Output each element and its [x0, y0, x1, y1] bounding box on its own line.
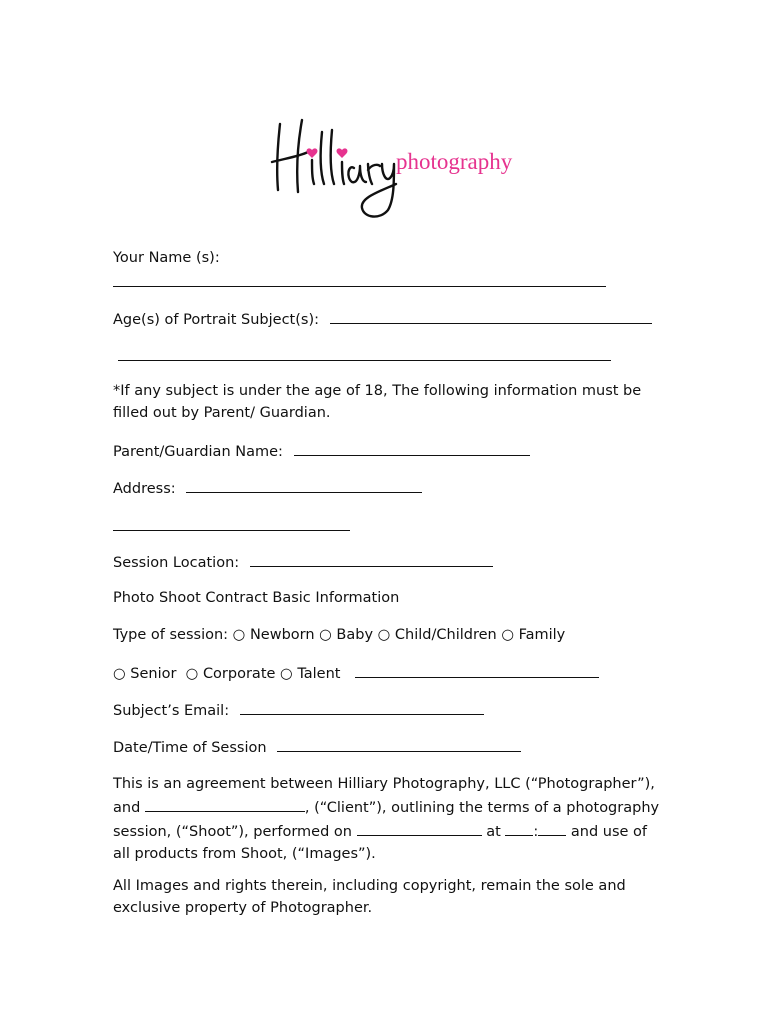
datetime-label: Date/Time of Session	[113, 740, 267, 756]
radio-child-icon[interactable]: ○	[377, 627, 391, 643]
option-child-children[interactable]: ○ Child/Children	[377, 627, 497, 643]
age-field[interactable]	[330, 307, 652, 324]
ownership-paragraph: All Images and rights therein, including copyright, remain the sole and exclusive property of Photographer.	[113, 878, 626, 916]
session-type-row-2	[113, 661, 599, 685]
agreement-text-2: , (“Client”), outlining the terms of a photography session, (“Shoot”), performed on	[113, 800, 660, 840]
logo-photography-text: photography	[396, 149, 513, 174]
radio-baby-icon[interactable]: ○	[319, 627, 332, 643]
address-field[interactable]	[186, 476, 422, 493]
datetime-field[interactable]	[277, 735, 521, 752]
agreement-text-4: and use of all products from Shoot, (“Images”).	[113, 824, 648, 862]
option-talent[interactable]: ○ Talent	[280, 666, 341, 682]
radio-senior-icon[interactable]: ○	[113, 666, 126, 682]
email-row	[113, 698, 484, 722]
agreement-paragraph	[113, 773, 661, 865]
client-name-field[interactable]	[145, 795, 305, 812]
under-18-note: *If any subject is under the age of 18, The following information must be filled out by Parent/ Guardian.	[113, 383, 642, 421]
agreement-text-at: at	[486, 824, 501, 840]
parent-field[interactable]	[294, 439, 530, 456]
age-row	[113, 307, 652, 331]
option-newborn[interactable]: ○ Newborn	[232, 627, 315, 643]
address-label: Address:	[113, 481, 176, 497]
address-row	[113, 476, 422, 500]
talent-other-field[interactable]	[355, 661, 599, 678]
radio-family-icon[interactable]: ○	[501, 627, 514, 643]
age-label: Age(s) of Portrait Subject(s):	[113, 312, 319, 328]
agreement-text-1: This is an agreement between Hilliary Photography, LLC (“Photographer”), and	[113, 776, 655, 816]
radio-talent-icon[interactable]: ○	[280, 666, 293, 682]
session-location-field[interactable]	[250, 550, 493, 567]
your-name-label: Your Name (s):	[113, 250, 220, 266]
datetime-row	[113, 735, 521, 759]
email-label: Subject’s Email:	[113, 703, 230, 719]
shoot-date-field[interactable]	[357, 819, 482, 836]
radio-newborn-icon[interactable]: ○	[232, 627, 246, 643]
session-type-row-1	[113, 624, 565, 646]
shoot-hour-field[interactable]	[505, 819, 533, 836]
session-type-label: Type of session:	[113, 627, 229, 643]
your-name-field[interactable]	[113, 270, 606, 287]
shoot-minute-field[interactable]	[538, 819, 566, 836]
parent-label: Parent/Guardian Name:	[113, 444, 283, 460]
session-location-row	[113, 550, 493, 574]
session-location-label: Session Location:	[113, 555, 240, 571]
contract-heading: Photo Shoot Contract Basic Information	[113, 590, 400, 606]
option-corporate[interactable]: ○ Corporate	[185, 666, 276, 682]
hilliary-photography-logo	[268, 112, 513, 224]
option-senior[interactable]: ○ Senior	[113, 666, 177, 682]
option-baby[interactable]: ○ Baby	[319, 627, 374, 643]
age-field-line2[interactable]	[118, 344, 611, 361]
address-field-line2[interactable]	[113, 514, 350, 531]
radio-corporate-icon[interactable]: ○	[185, 666, 199, 682]
logo-mark	[268, 112, 513, 224]
email-field[interactable]	[240, 698, 484, 715]
option-family[interactable]: ○ Family	[501, 627, 566, 643]
time-colon: :	[533, 824, 539, 840]
parent-row	[113, 439, 530, 463]
